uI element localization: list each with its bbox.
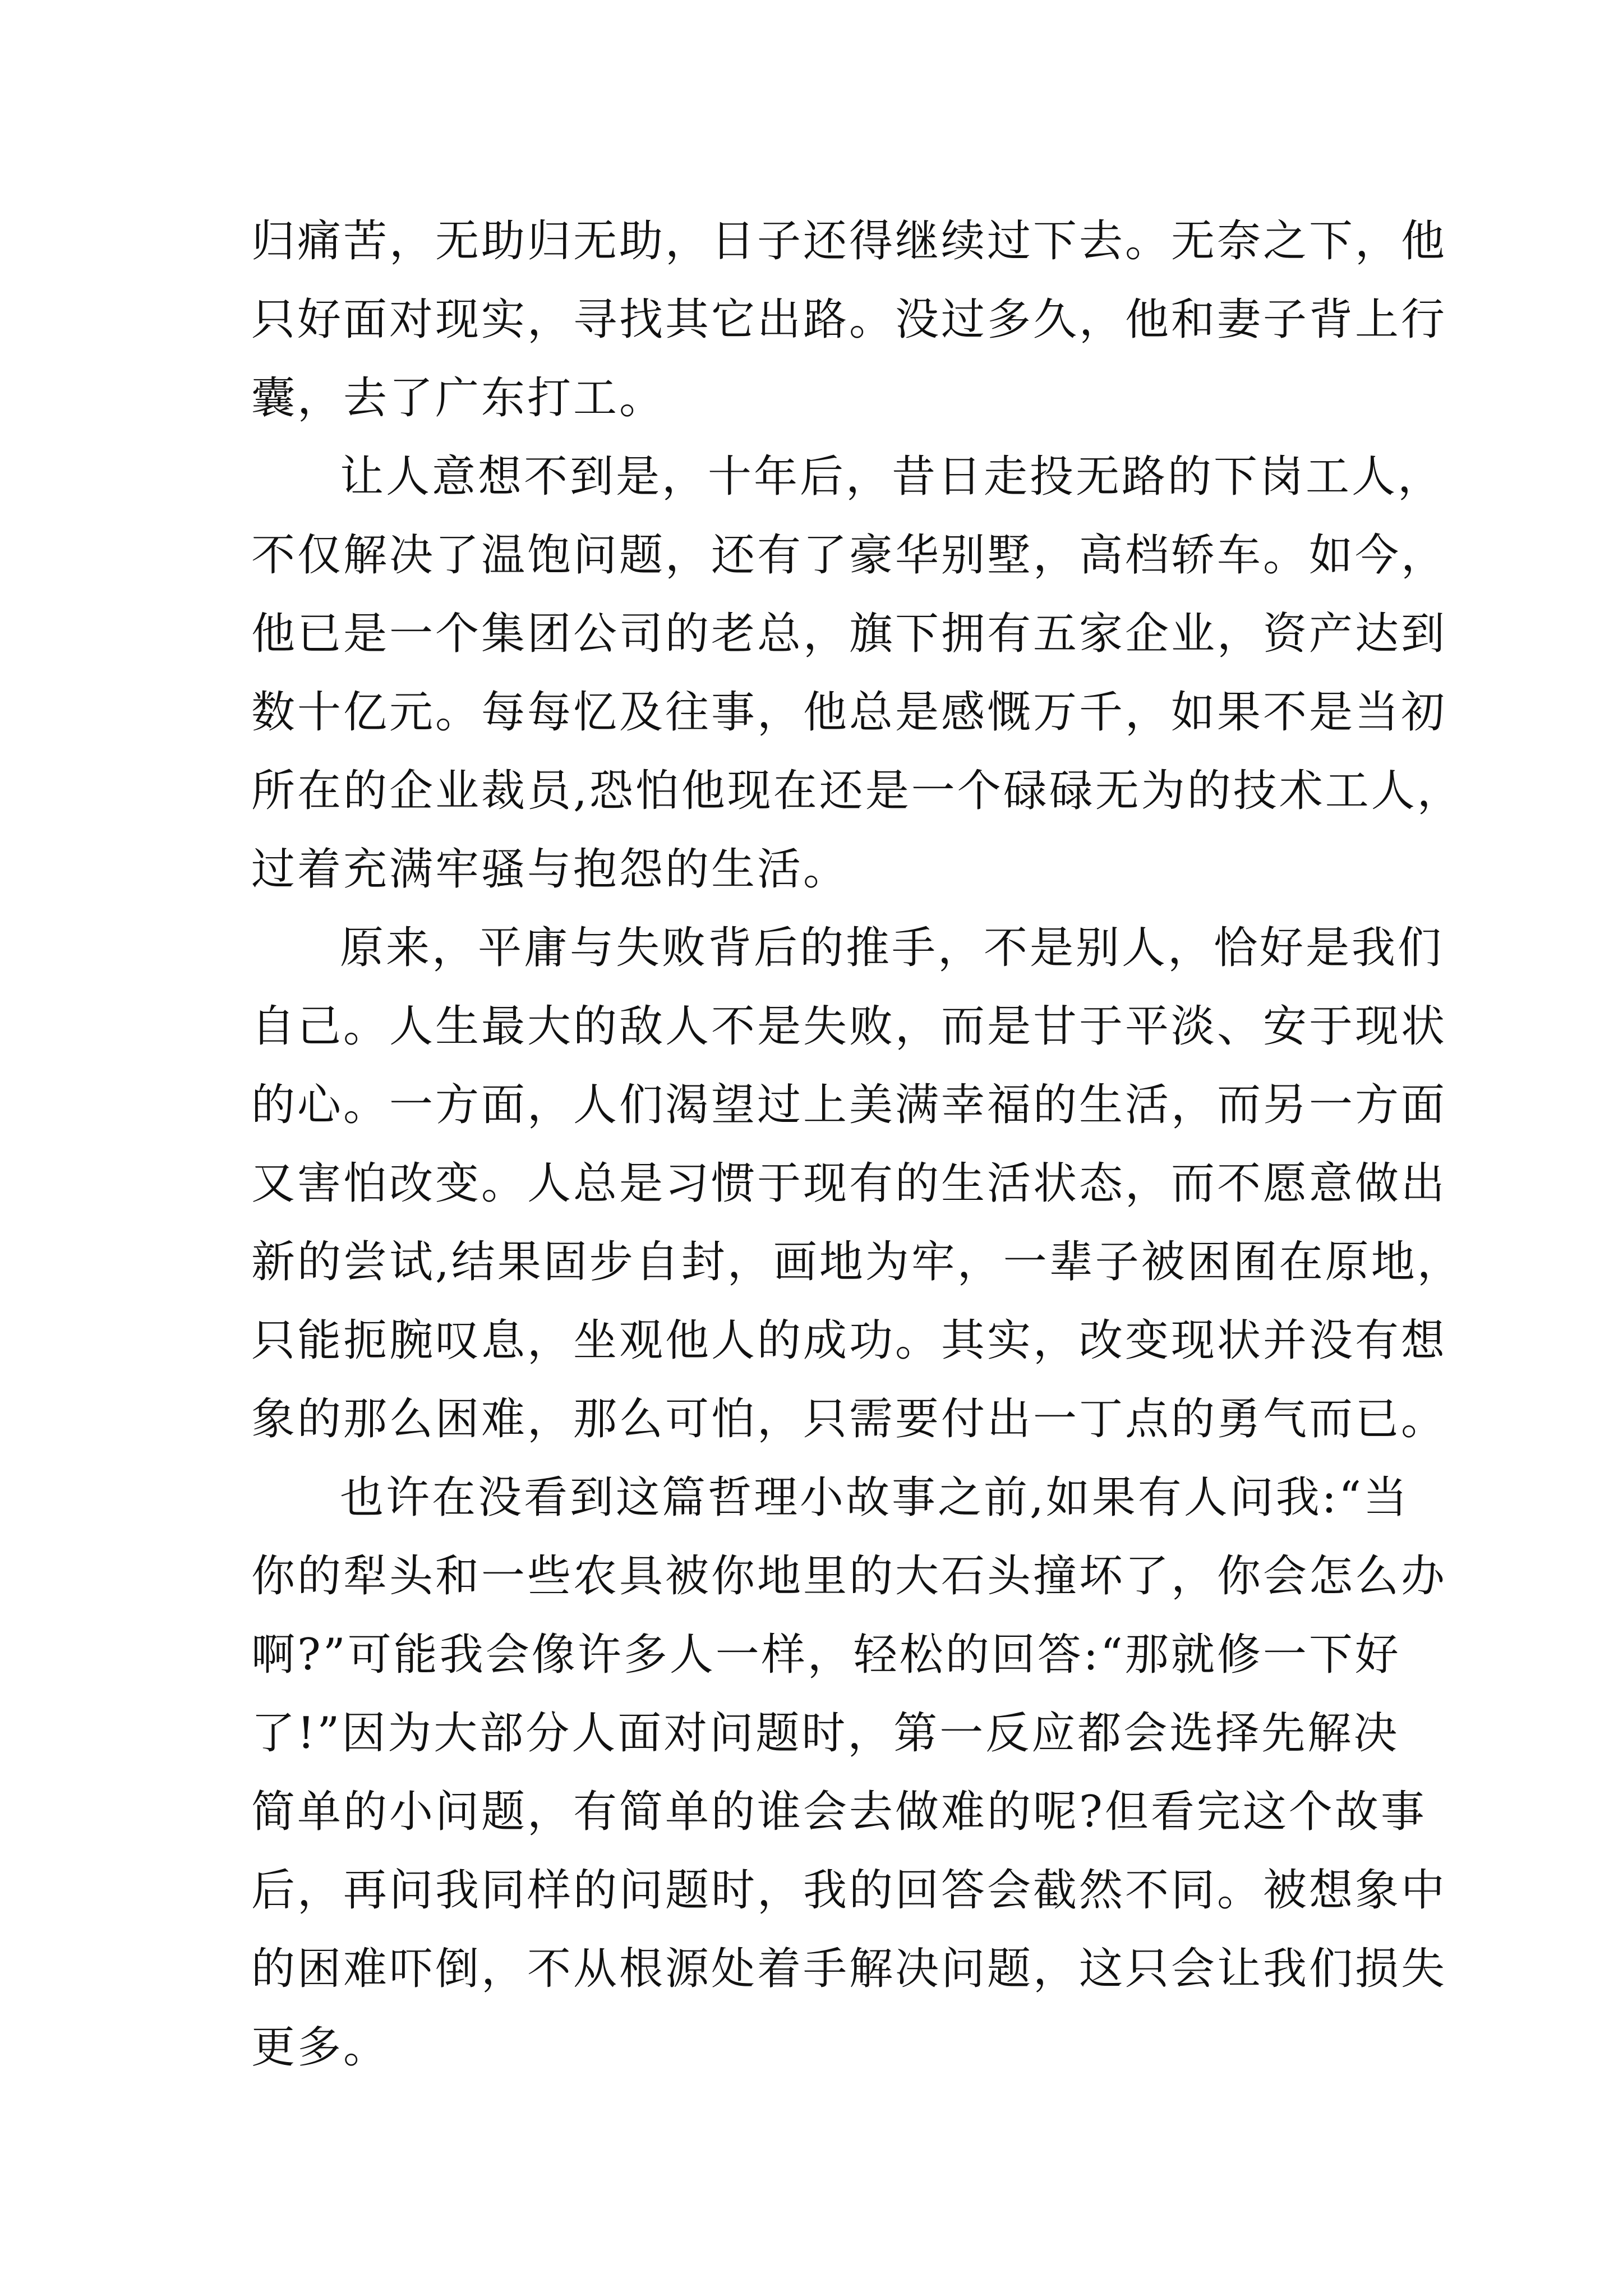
text-line: 后，再问我同样的问题时，我的回答会截然不同。被想象中 — [251, 1865, 1447, 1916]
text-line: 了!”因为大部分人面对问题时，第一反应都会选择先解决 — [251, 1708, 1400, 1759]
text-line: 象的那么困难，那么可怕，只需要付出一丁点的勇气而已。 — [251, 1394, 1447, 1444]
text-line: 新的尝试,结果固步自封，画地为牢，一辈子被困囿在原地， — [251, 1237, 1463, 1287]
text-line: 过着充满牢骚与抱怨的生活。 — [251, 844, 850, 895]
document-body — [251, 202, 1463, 2087]
text-line: 啊?”可能我会像许多人一样，轻松的回答:“那就修一下好 — [251, 1630, 1401, 1680]
text-line: 归痛苦，无助归无助，日子还得继续过下去。无奈之下，他 — [251, 216, 1447, 266]
text-line: 自己。人生最大的敌人不是失败，而是甘于平淡、安于现状 — [251, 1001, 1447, 1052]
text-line: 囊，去了广东打工。 — [251, 373, 666, 424]
text-line: 更多。 — [251, 2022, 390, 2073]
text-line: 你的犁头和一些农具被你地里的大石头撞坏了，你会怎么办 — [251, 1551, 1447, 1602]
text-line: 的心。一方面，人们渴望过上美满幸福的生活，而另一方面 — [251, 1080, 1447, 1130]
text-line: 不仅解决了温饱问题，还有了豪华别墅，高档轿车。如今， — [251, 530, 1447, 581]
text-line: 又害怕改变。人总是习惯于现有的生活状态，而不愿意做出 — [251, 1158, 1447, 1209]
text-line: 数十亿元。每每忆及往事，他总是感慨万千，如果不是当初 — [251, 687, 1447, 738]
text-line: 只能扼腕叹息，坐观他人的成功。其实，改变现状并没有想 — [251, 1315, 1447, 1366]
text-line: 只好面对现实，寻找其它出路。没过多久，他和妻子背上行 — [251, 295, 1447, 345]
text-line: 的困难吓倒，不从根源处着手解决问题，这只会让我们损失 — [251, 1944, 1447, 1994]
paragraph-start-line: 让人意想不到是，十年后，昔日走投无路的下岗工人， — [340, 452, 1444, 502]
text-line: 简单的小问题，有简单的谁会去做难的呢?但看完这个故事 — [251, 1787, 1427, 1837]
paragraph-start-line: 原来，平庸与失败背后的推手，不是别人，恰好是我们 — [340, 923, 1444, 973]
text-line: 他已是一个集团公司的老总，旗下拥有五家企业，资产达到 — [251, 609, 1447, 659]
paragraph-start-line: 也许在没看到这篇哲理小故事之前,如果有人问我:“当 — [340, 1473, 1409, 1523]
text-line: 所在的企业裁员,恐怕他现在还是一个碌碌无为的技术工人， — [251, 766, 1463, 816]
